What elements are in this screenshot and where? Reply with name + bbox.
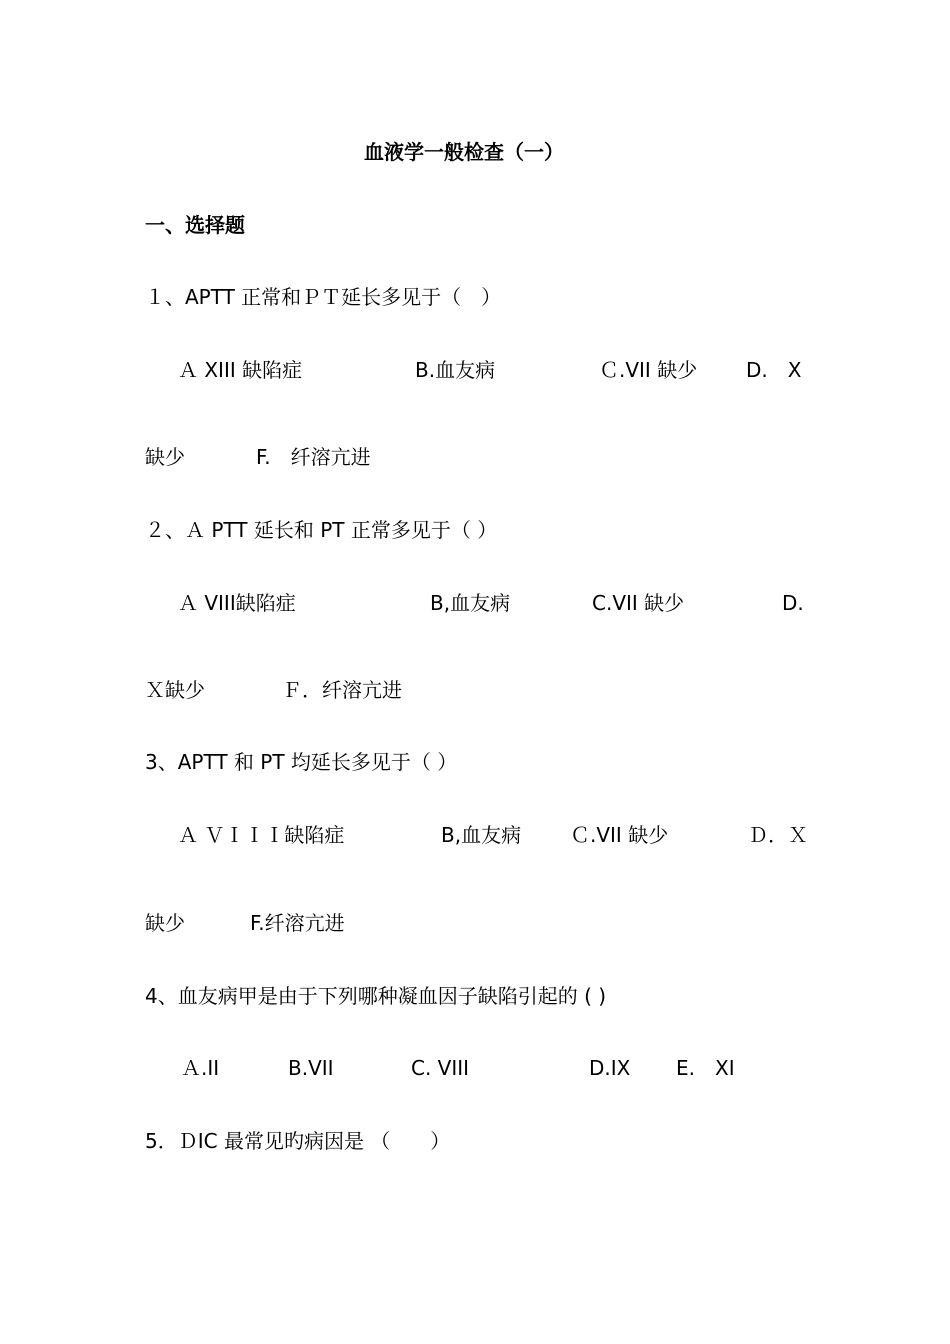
question-1-option-f: F. 纤溶亢进 [256, 445, 371, 469]
question-5-stem: 5．ＤIC 最常见旳病因是 （ ） [145, 1129, 451, 1153]
question-2-option-f: Ｆ．纤溶亢进 [282, 678, 402, 702]
question-2-option-c: C.VII 缺少 [592, 591, 685, 615]
question-3-option-d: Ｄ．Ｘ [748, 823, 808, 847]
question-2-continuation: Ｘ缺少 [145, 678, 205, 702]
question-3-option-a: Ａ ＶＩＩＩ缺陷症 [178, 823, 345, 847]
question-1-option-d: D. X [746, 358, 802, 382]
question-3-stem: 3、APTT 和 PT 均延长多见于（ ） [145, 750, 458, 774]
question-4-stem: 4、血友病甲是由于下列哪种凝血因子缺陷引起的 ( ) [145, 984, 607, 1008]
question-2-stem: ２、Ａ PTT 延长和 PT 正常多见于（ ） [145, 518, 498, 542]
question-3-option-b: B,血友病 [441, 823, 522, 847]
question-1-option-a: Ａ XIIⅠ 缺陷症 [178, 358, 303, 382]
section-heading: 一、选择题 [145, 213, 245, 237]
question-4-option-b: B.VII [288, 1056, 334, 1080]
question-2-option-d: D. [782, 591, 804, 615]
question-1-option-b: B.血友病 [415, 358, 496, 382]
question-2-option-a: Ａ VIIⅠ缺陷症 [178, 591, 296, 615]
question-4-option-d: D.IX [589, 1056, 631, 1080]
question-1-continuation: 缺少 [145, 445, 185, 469]
question-3-option-c: Ｃ.VII 缺少 [570, 823, 669, 847]
question-1-option-c: Ｃ.VII 缺少 [599, 358, 698, 382]
question-3-continuation: 缺少 [145, 911, 185, 935]
question-2-option-b: B,血友病 [430, 591, 511, 615]
question-4-option-a: Ａ.II [181, 1056, 220, 1080]
document-title: 血液学一般检查（一） [364, 140, 564, 164]
question-4-option-c: C. VIIⅠ [411, 1056, 470, 1080]
question-3-option-f: F.纤溶亢进 [250, 911, 345, 935]
question-1-stem: １、APTT 正常和ＰＴ延长多见于（ ） [145, 285, 502, 309]
question-4-option-e: E. XI [676, 1056, 735, 1080]
